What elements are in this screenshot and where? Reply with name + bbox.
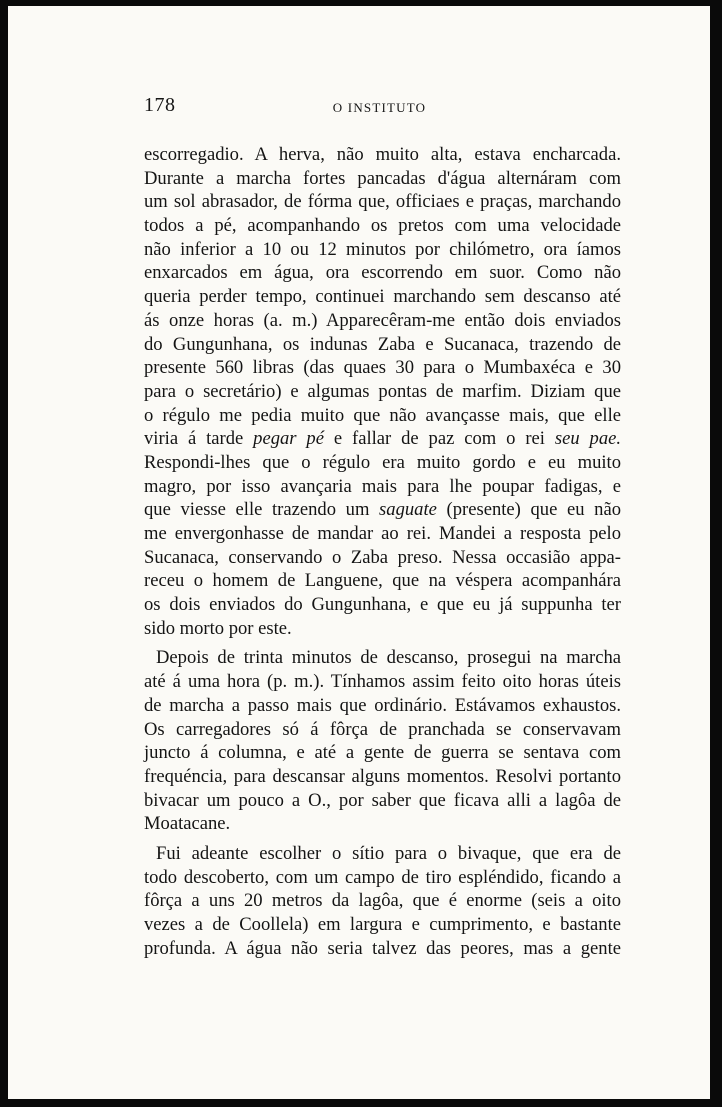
text-line: vezes a de Coollela) em largura e cumprimento, e bastante: [144, 914, 621, 935]
text-line: Depois de trinta minutos de descanso, prosegui na marcha: [156, 647, 621, 669]
text-line: todo descoberto, com um campo de tiro espléndido, ficando a: [144, 866, 621, 888]
text-line: Moatacane.: [144, 813, 231, 835]
text-line: bivacar um pouco a O., por saber que ficava alli a lagôa de: [144, 789, 621, 811]
text-line: Fui adeante escolher o sítio para o bivaque, que era de: [156, 842, 621, 864]
text-line: não inferior a 10 ou 12 minutos por chilómetro, ora íamos: [144, 238, 621, 260]
text-line: que viesse elle trazendo um saguate (presente) que eu não: [144, 499, 621, 521]
paragraph: [144, 646, 621, 836]
text-line: todos a pé, acompanhando os pretos com uma velocidade: [144, 215, 621, 237]
text-line: juncto á columna, e até a gente de guerra se sentava com: [144, 742, 621, 764]
text-line: profunda. A água não seria talvez das peores, mas a gente: [144, 937, 621, 959]
paragraph: [144, 842, 621, 960]
text-line: um sol abrasador, de fórma que, officiaes e praças, marchando: [144, 191, 621, 213]
text-line: de marcha a passo mais que ordinário. Estávamos exhaustos.: [144, 694, 621, 716]
text-line: presente 560 libras (das quaes 30 para o Mumbaxéca e 30: [144, 357, 621, 379]
body-text: [144, 143, 621, 960]
text-line: Sucanaca, conservando o Zaba preso. Nessa occasião appa-: [144, 546, 621, 568]
text-line: queria perder tempo, continuei marchando sem descanso até: [144, 286, 621, 308]
text-line: fôrça a uns 20 metros da lagôa, que é enorme (seis a oito: [144, 890, 621, 912]
text-line: sido morto por este.: [144, 617, 292, 639]
text-line: Durante a marcha fortes pancadas d'água alternáram com: [144, 167, 621, 189]
text-line: o régulo me pedia muito que não avançasse mais, que elle: [144, 404, 621, 426]
text-line: Os carregadores só á fôrça de pranchada se conservavam: [144, 718, 621, 740]
book-page: [8, 6, 710, 1099]
text-line: os dois enviados do Gungunhana, e que eu já suppunha ter: [144, 594, 621, 616]
page-number: 178: [144, 94, 176, 116]
text-line: me envergonhasse de mandar ao rei. Mandei a resposta pelo: [144, 523, 621, 544]
text-line: receu o homem de Languene, que na véspera acompanhára: [144, 570, 621, 592]
text-line: para o secretário) e algumas pontas de marfim. Diziam que: [144, 380, 621, 402]
text-line: do Gungunhana, os indunas Zaba e Sucanaca, trazendo de: [144, 333, 621, 355]
running-head: O INSTITUTO: [332, 100, 427, 115]
text-line: escorregadio. A herva, não muito alta, estava encharcada.: [144, 144, 621, 165]
text-line: até á uma hora (p. m.). Tínhamos assim feito oito horas úteis: [144, 671, 621, 693]
text-line: Respondi-lhes que o régulo era muito gordo e eu muito: [144, 451, 621, 473]
text-line: ás onze horas (a. m.) Apparecêram-me então dois enviados: [144, 309, 621, 331]
text-line: viria á tarde pegar pé e fallar de paz com o rei seu pae.: [144, 428, 622, 450]
paragraph: [144, 143, 621, 640]
text-line: enxarcados em água, ora escorrendo em suor. Como não: [144, 262, 621, 284]
text-line: magro, por isso avançaria mais para lhe poupar fadigas, e: [144, 475, 621, 497]
text-line: frequéncia, para descansar alguns momentos. Resolvi portanto: [144, 765, 621, 787]
page-header: [140, 94, 619, 120]
